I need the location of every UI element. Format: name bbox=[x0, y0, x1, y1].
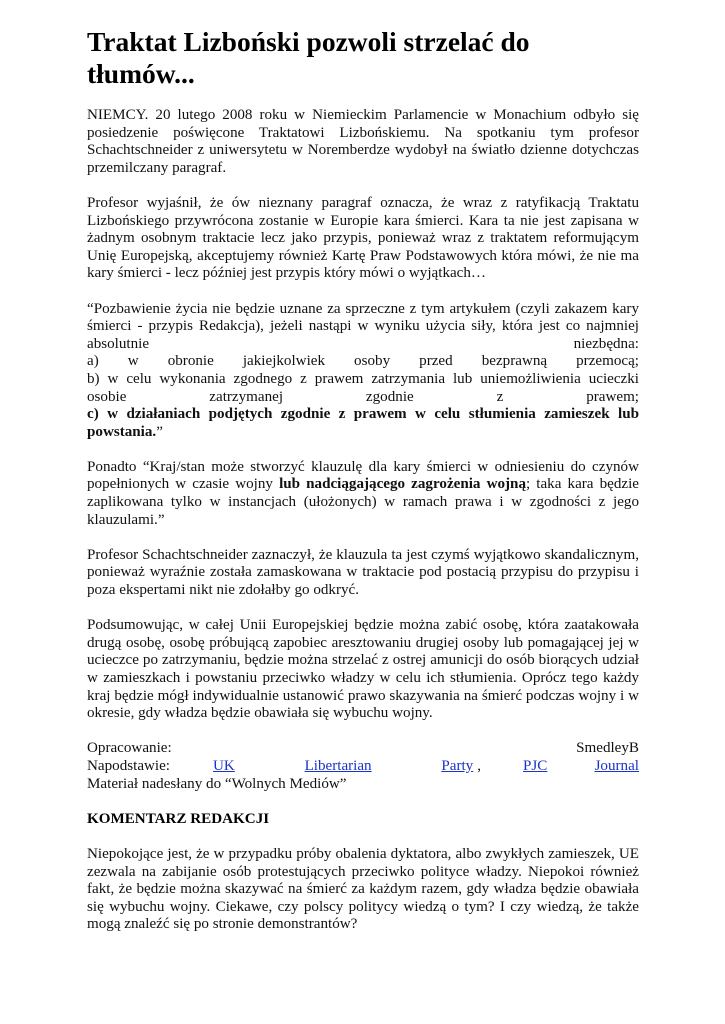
war-clause-bold: lub nadciągającego zagrożenia wojną bbox=[279, 476, 526, 493]
quote-item-a: a) w obronie jakiejkolwiek osoby przed bezprawną przemocą; bbox=[87, 353, 639, 370]
paragraph-summary: Podsumowując, w całej Unii Europejskiej będzie można zabić osobę, która zaatakowała drugą osobę, osobę próbującą zapobiec aresztowaniu drugiej osoby lub pomagającej jej w ucieczce po zatrzymaniu, będzie można strzelać z ostrej amunicji do osób biorących udział w zamieszkach i powstaniu przeciwko władzy w celu ich stłumienia. Oprócz tego każdy kraj będzie mógł indywidualnie ustanowić prawo skazywania na śmierć podczas wojny i w okresie, gdy władza będzie obawiała się wybuchu wojny. bbox=[87, 617, 639, 722]
based-label: Na bbox=[87, 757, 105, 774]
editorial-comment-heading: KOMENTARZ REDAKCJI bbox=[87, 810, 270, 827]
document-page bbox=[87, 26, 639, 952]
credits-source-row bbox=[87, 758, 639, 776]
prepared-label: Opracowanie: bbox=[87, 740, 172, 757]
article-title: Traktat Lizboński pozwoli strzelać do tłumów... bbox=[87, 26, 530, 89]
quote-intro: “Pozbawienie życia nie będzie uznane za sprzeczne z tym artykułem (czyli zakazem kary śmierci - przypis Redakcja), jeżeli nastąpi w wyniku użycia siły, która jest co najmniej absolutnie niezbędna: bbox=[87, 300, 639, 352]
source-link-pjc-journal[interactable]: PJC Journal bbox=[523, 757, 639, 774]
author-name: SmedleyB bbox=[576, 740, 639, 757]
editorial-comment: Niepokojące jest, że w przypadku próby obalenia dyktatora, albo zwykłych zamieszek, UE zezwala na zabijanie osób protestujących przeciwko polityce władzy. Niepokoi również fakt, że będzie można skazywać na śmierć za każdym razem, gdy władza będzie obawiała się wybuchu wojny. Ciekawe, czy polscy politycy wiedzą o tym? I czy wiedzą, że także mogą znaleźć się po stronie demonstrantów? bbox=[87, 845, 639, 933]
war-clause-text-2: ; taka kara będzie zaplikowana tylko w instancjach (ułożonych) w ramach prawa i w zgodności z jego klauzulami.” bbox=[87, 476, 639, 528]
source-comma: , bbox=[477, 757, 481, 774]
quote-item-c: c) w działaniach podjętych zgodnie z prawem w celu stłumienia zamieszek lub powstania. bbox=[87, 406, 639, 440]
sent-note: Materiał nadesłany do “Wolnych Mediów” bbox=[87, 775, 347, 792]
paragraph-explanation: Profesor wyjaśnił, że ów nieznany paragraf oznacza, że wraz z ratyfikacją Traktatu Lizbońskiego przywrócona zostanie w Europie kara śmierci. Kara ta nie jest zapisana w żadnym osobnym traktacie lecz jako przypis, ponieważ wraz z traktatem reformującym Unię Europejską, akceptujemy również Kartę Praw Podstawowych która mówi, że nie ma kary śmierci - lecz później jest przypis który mówi o wyjątkach… bbox=[87, 194, 639, 282]
credits-block bbox=[87, 740, 639, 793]
quote-item-b: b) w celu wykonania zgodnego z prawem zatrzymania lub uniemożliwienia ucieczki osobie zatrzymanej zgodnie z prawem; bbox=[87, 370, 639, 405]
paragraph-war-clause bbox=[87, 459, 639, 529]
based-word: podstawie: bbox=[104, 757, 171, 774]
credits-prepared-row bbox=[87, 740, 639, 758]
paragraph-scandal: Profesor Schachtschneider zaznaczył, że klauzula ta jest czymś wyjątkowo skandalicznym, ponieważ wyraźnie została zamaskowana w traktacie pod postacią przypisu do przypisu i poza ekspertami nikt nie zdołałby go odkryć. bbox=[87, 546, 639, 599]
quote-block bbox=[87, 301, 639, 442]
source-link-uk-libertarian-party[interactable]: UK Libertarian Party bbox=[213, 757, 474, 774]
war-clause-text-1: Ponadto “Kraj/stan może stworzyć klauzulę dla kary śmierci w odniesieniu do czynów popełnionych w czasie wojny bbox=[87, 458, 639, 493]
paragraph-intro: NIEMCY. 20 lutego 2008 roku w Niemieckim Parlamencie w Monachium odbyło się posiedzenie poświęcone Traktatowi Lizbońskiemu. Na spotkaniu tym profesor Schachtschneider z uniwersytetu w Noremberdze wydobył na światło dzienne dotychczas przemilczany paragraf. bbox=[87, 107, 639, 176]
quote-closing: ” bbox=[156, 423, 163, 440]
